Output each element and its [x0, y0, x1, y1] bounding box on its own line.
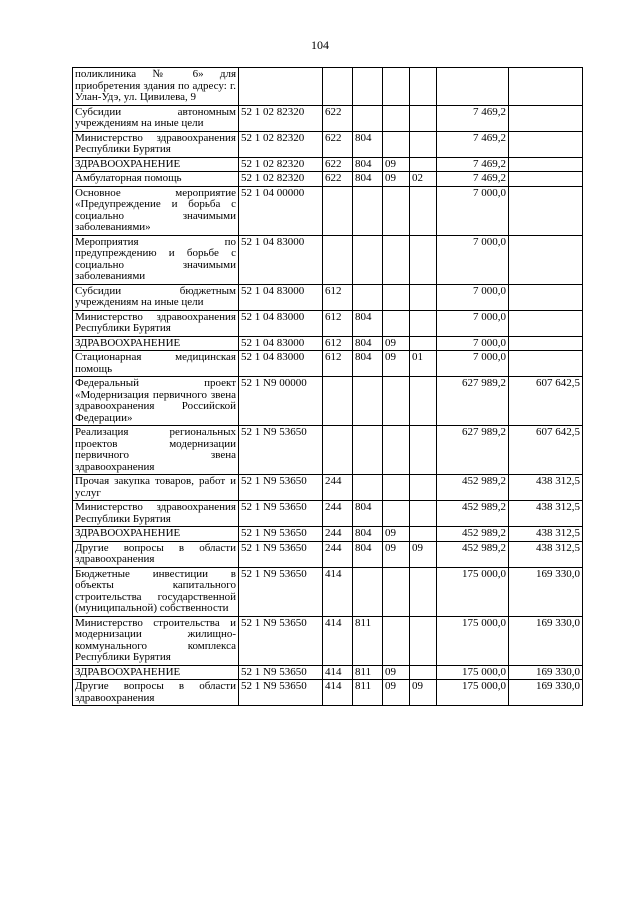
subsection-cell	[410, 68, 437, 106]
row-name-cell: Министерство здравоохранения Республики Бурятия	[73, 131, 239, 157]
amount-year2-cell: 169 330,0	[509, 665, 583, 680]
amount-year2-cell	[509, 186, 583, 235]
section-cell: 09	[383, 527, 410, 542]
subsection-cell: 01	[410, 351, 437, 377]
table-row	[73, 68, 583, 106]
expense-type-cell: 622	[323, 105, 353, 131]
target-article-cell: 52 1 02 82320	[239, 157, 323, 172]
subsection-cell	[410, 475, 437, 501]
amount-year1-cell: 175 000,0	[437, 665, 509, 680]
amount-year2-cell	[509, 172, 583, 187]
target-article-cell: 52 1 N9 53650	[239, 475, 323, 501]
amount-year1-cell: 7 469,2	[437, 172, 509, 187]
row-name-cell: поликлиника № 6» для приобретения здания по адресу: г. Улан-Удэ, ул. Цивилева, 9	[73, 68, 239, 106]
row-name-cell: Субсидии бюджетным учреждениям на иные цели	[73, 284, 239, 310]
section-cell: 09	[383, 665, 410, 680]
table-row	[73, 172, 583, 187]
expense-type-cell: 612	[323, 336, 353, 351]
amount-year1-cell: 175 000,0	[437, 616, 509, 665]
amount-year2-cell: 438 312,5	[509, 541, 583, 567]
target-article-cell: 52 1 02 82320	[239, 172, 323, 187]
expense-type-cell: 414	[323, 665, 353, 680]
ministry-code-cell: 804	[353, 310, 383, 336]
amount-year2-cell	[509, 351, 583, 377]
target-article-cell: 52 1 02 82320	[239, 131, 323, 157]
row-name-cell: Министерство здравоохранения Республики Бурятия	[73, 501, 239, 527]
target-article-cell: 52 1 04 83000	[239, 310, 323, 336]
amount-year2-cell	[509, 131, 583, 157]
table-row	[73, 351, 583, 377]
ministry-code-cell	[353, 567, 383, 616]
subsection-cell	[410, 336, 437, 351]
page-number: 104	[311, 38, 329, 52]
row-name-cell: Прочая закупка товаров, работ и услуг	[73, 475, 239, 501]
ministry-code-cell	[353, 68, 383, 106]
expense-type-cell: 622	[323, 157, 353, 172]
amount-year2-cell	[509, 235, 583, 284]
amount-year1-cell: 452 989,2	[437, 501, 509, 527]
subsection-cell	[410, 377, 437, 426]
row-name-cell: ЗДРАВООХРАНЕНИЕ	[73, 336, 239, 351]
ministry-code-cell: 811	[353, 665, 383, 680]
subsection-cell	[410, 131, 437, 157]
target-article-cell: 52 1 04 83000	[239, 351, 323, 377]
target-article-cell: 52 1 N9 53650	[239, 665, 323, 680]
expense-type-cell: 414	[323, 680, 353, 706]
subsection-cell	[410, 235, 437, 284]
subsection-cell	[410, 157, 437, 172]
amount-year2-cell: 607 642,5	[509, 426, 583, 475]
amount-year1-cell: 7 000,0	[437, 351, 509, 377]
table-row	[73, 186, 583, 235]
amount-year1-cell: 7 469,2	[437, 157, 509, 172]
amount-year1-cell	[437, 68, 509, 106]
section-cell: 09	[383, 157, 410, 172]
amount-year1-cell: 452 989,2	[437, 541, 509, 567]
target-article-cell	[239, 68, 323, 106]
table-row	[73, 310, 583, 336]
amount-year1-cell: 7 000,0	[437, 186, 509, 235]
subsection-cell	[410, 310, 437, 336]
row-name-cell: ЗДРАВООХРАНЕНИЕ	[73, 665, 239, 680]
table-row	[73, 567, 583, 616]
subsection-cell	[410, 616, 437, 665]
expense-type-cell: 244	[323, 527, 353, 542]
ministry-code-cell	[353, 186, 383, 235]
ministry-code-cell: 804	[353, 131, 383, 157]
expense-type-cell: 414	[323, 616, 353, 665]
row-name-cell: Мероприятия по предупреждению и борьбе с социально значимыми заболеваниями	[73, 235, 239, 284]
amount-year2-cell	[509, 310, 583, 336]
target-article-cell: 52 1 N9 53650	[239, 426, 323, 475]
amount-year1-cell: 7 000,0	[437, 336, 509, 351]
budget-table	[72, 67, 583, 706]
subsection-cell	[410, 105, 437, 131]
amount-year2-cell: 169 330,0	[509, 680, 583, 706]
expense-type-cell: 244	[323, 541, 353, 567]
amount-year1-cell: 452 989,2	[437, 527, 509, 542]
expense-type-cell: 244	[323, 475, 353, 501]
row-name-cell: Субсидии автономным учреждениям на иные цели	[73, 105, 239, 131]
target-article-cell: 52 1 04 83000	[239, 336, 323, 351]
table-row	[73, 616, 583, 665]
amount-year1-cell: 7 000,0	[437, 310, 509, 336]
row-name-cell: Амбулаторная помощь	[73, 172, 239, 187]
ministry-code-cell	[353, 284, 383, 310]
amount-year2-cell: 438 312,5	[509, 501, 583, 527]
amount-year2-cell	[509, 157, 583, 172]
section-cell	[383, 68, 410, 106]
amount-year2-cell	[509, 336, 583, 351]
section-cell	[383, 426, 410, 475]
section-cell: 09	[383, 541, 410, 567]
ministry-code-cell: 804	[353, 541, 383, 567]
ministry-code-cell: 811	[353, 616, 383, 665]
amount-year2-cell	[509, 105, 583, 131]
table-row	[73, 426, 583, 475]
subsection-cell	[410, 186, 437, 235]
target-article-cell: 52 1 N9 53650	[239, 527, 323, 542]
table-row	[73, 131, 583, 157]
row-name-cell: Министерство здравоохранения Республики Бурятия	[73, 310, 239, 336]
section-cell: 09	[383, 172, 410, 187]
subsection-cell: 09	[410, 680, 437, 706]
expense-type-cell: 612	[323, 351, 353, 377]
section-cell	[383, 131, 410, 157]
amount-year2-cell: 169 330,0	[509, 616, 583, 665]
subsection-cell: 09	[410, 541, 437, 567]
section-cell	[383, 235, 410, 284]
target-article-cell: 52 1 04 00000	[239, 186, 323, 235]
row-name-cell: Другие вопросы в области здравоохранения	[73, 680, 239, 706]
row-name-cell: Бюджетные инвестиции в объекты капитального строительства государственной (муниципальной) собственности	[73, 567, 239, 616]
target-article-cell: 52 1 04 83000	[239, 235, 323, 284]
ministry-code-cell: 804	[353, 501, 383, 527]
table-row	[73, 475, 583, 501]
table-row	[73, 665, 583, 680]
section-cell: 09	[383, 336, 410, 351]
table-row	[73, 235, 583, 284]
target-article-cell: 52 1 N9 53650	[239, 501, 323, 527]
table-row	[73, 105, 583, 131]
amount-year2-cell: 438 312,5	[509, 527, 583, 542]
row-name-cell: Министерство строительства и модернизации жилищно-коммунального комплекса Республики Бурятия	[73, 616, 239, 665]
section-cell: 09	[383, 351, 410, 377]
section-cell	[383, 284, 410, 310]
ministry-code-cell	[353, 377, 383, 426]
target-article-cell: 52 1 N9 53650	[239, 567, 323, 616]
section-cell	[383, 105, 410, 131]
row-name-cell: Реализация региональных проектов модернизации первичного звена здравоохранения	[73, 426, 239, 475]
ministry-code-cell	[353, 426, 383, 475]
row-name-cell: Федеральный проект «Модернизация первичного звена здравоохранения Российской Федерации»	[73, 377, 239, 426]
row-name-cell: Основное мероприятие «Предупреждение и борьба с социально значимыми заболеваниями»	[73, 186, 239, 235]
expense-type-cell	[323, 426, 353, 475]
table-row	[73, 501, 583, 527]
section-cell	[383, 501, 410, 527]
table-row	[73, 527, 583, 542]
amount-year1-cell: 175 000,0	[437, 567, 509, 616]
ministry-code-cell	[353, 475, 383, 501]
expense-type-cell	[323, 68, 353, 106]
target-article-cell: 52 1 02 82320	[239, 105, 323, 131]
subsection-cell: 02	[410, 172, 437, 187]
amount-year2-cell: 438 312,5	[509, 475, 583, 501]
ministry-code-cell	[353, 235, 383, 284]
amount-year1-cell: 7 469,2	[437, 131, 509, 157]
target-article-cell: 52 1 N9 53650	[239, 680, 323, 706]
subsection-cell	[410, 665, 437, 680]
expense-type-cell: 244	[323, 501, 353, 527]
section-cell: 09	[383, 680, 410, 706]
row-name-cell: ЗДРАВООХРАНЕНИЕ	[73, 527, 239, 542]
amount-year1-cell: 175 000,0	[437, 680, 509, 706]
expense-type-cell: 612	[323, 310, 353, 336]
target-article-cell: 52 1 N9 00000	[239, 377, 323, 426]
table-row	[73, 157, 583, 172]
subsection-cell	[410, 527, 437, 542]
section-cell	[383, 377, 410, 426]
amount-year1-cell: 627 989,2	[437, 377, 509, 426]
ministry-code-cell	[353, 105, 383, 131]
expense-type-cell	[323, 186, 353, 235]
expense-type-cell: 622	[323, 131, 353, 157]
row-name-cell: Стационарная медицинская помощь	[73, 351, 239, 377]
amount-year2-cell: 607 642,5	[509, 377, 583, 426]
expense-type-cell	[323, 377, 353, 426]
ministry-code-cell: 811	[353, 680, 383, 706]
amount-year1-cell: 7 469,2	[437, 105, 509, 131]
ministry-code-cell: 804	[353, 351, 383, 377]
table-row	[73, 541, 583, 567]
target-article-cell: 52 1 N9 53650	[239, 541, 323, 567]
amount-year1-cell: 627 989,2	[437, 426, 509, 475]
amount-year2-cell	[509, 68, 583, 106]
row-name-cell: ЗДРАВООХРАНЕНИЕ	[73, 157, 239, 172]
subsection-cell	[410, 284, 437, 310]
table-row	[73, 336, 583, 351]
ministry-code-cell: 804	[353, 336, 383, 351]
target-article-cell: 52 1 04 83000	[239, 284, 323, 310]
subsection-cell	[410, 501, 437, 527]
ministry-code-cell: 804	[353, 527, 383, 542]
amount-year1-cell: 7 000,0	[437, 235, 509, 284]
section-cell	[383, 616, 410, 665]
expense-type-cell: 612	[323, 284, 353, 310]
section-cell	[383, 567, 410, 616]
subsection-cell	[410, 426, 437, 475]
section-cell	[383, 475, 410, 501]
section-cell	[383, 310, 410, 336]
amount-year1-cell: 7 000,0	[437, 284, 509, 310]
amount-year1-cell: 452 989,2	[437, 475, 509, 501]
table-row	[73, 284, 583, 310]
row-name-cell: Другие вопросы в области здравоохранения	[73, 541, 239, 567]
ministry-code-cell: 804	[353, 172, 383, 187]
section-cell	[383, 186, 410, 235]
table-row	[73, 377, 583, 426]
expense-type-cell	[323, 235, 353, 284]
ministry-code-cell: 804	[353, 157, 383, 172]
target-article-cell: 52 1 N9 53650	[239, 616, 323, 665]
amount-year2-cell	[509, 284, 583, 310]
amount-year2-cell: 169 330,0	[509, 567, 583, 616]
table-row	[73, 680, 583, 706]
expense-type-cell: 414	[323, 567, 353, 616]
subsection-cell	[410, 567, 437, 616]
expense-type-cell: 622	[323, 172, 353, 187]
